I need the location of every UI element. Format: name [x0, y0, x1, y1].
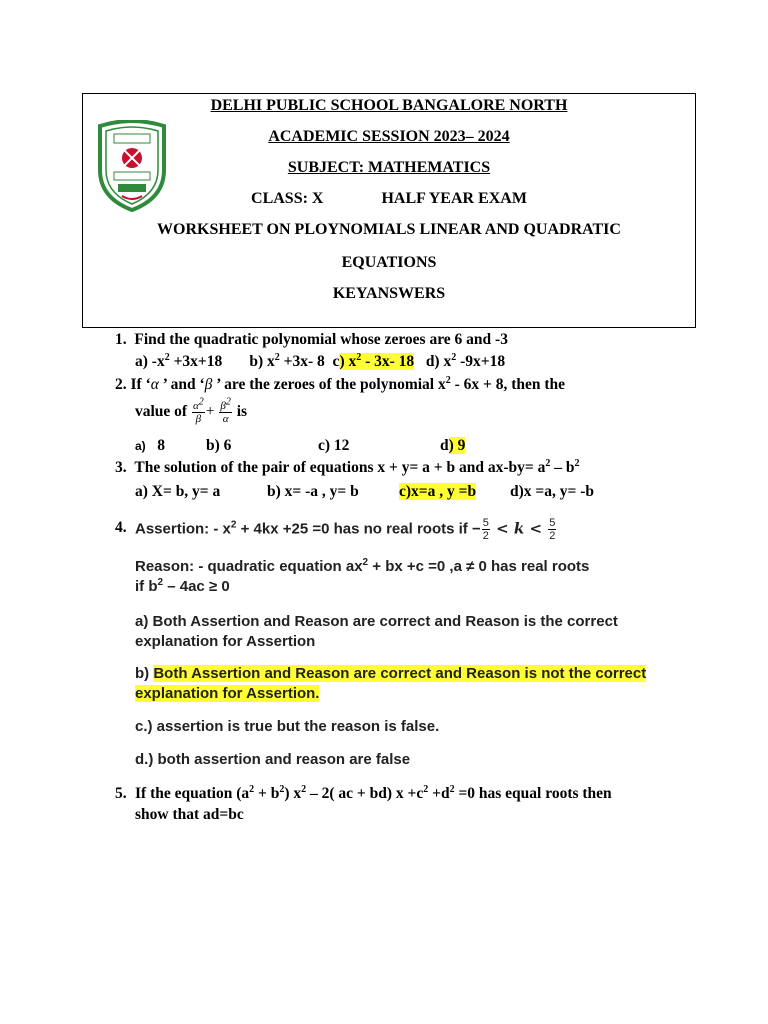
beta-sq-over-alpha: $\frac{\beta^2}{\alpha}$: [220, 396, 231, 425]
q4-option-c: c.) assertion is true but the reason is false.: [135, 718, 440, 735]
academic-session: ACADEMIC SESSION 2023– 2024: [268, 128, 510, 145]
q4-option-a: a) Both Assertion and Reason are correct and Reason is the correct explanation for Assertion: [135, 613, 618, 650]
worksheet-title-line2: EQUATIONS: [341, 254, 437, 271]
q2-value-of: value of $\frac{\alpha^2}{\beta}$ + $\frac{\beta^2}{\alpha}$ is: [135, 396, 248, 425]
q1-stem: [115, 331, 508, 349]
q2-options: [135, 437, 165, 455]
q1-text: Find the quadratic polynomial whose zeroes are 6 and -3: [134, 331, 508, 348]
worksheet-title-line1: WORKSHEET ON PLOYNOMIALS LINEAR AND QUADRATIC: [157, 221, 621, 238]
class-exam-line: [82, 190, 696, 208]
q2-option-c: c) 12: [318, 437, 350, 454]
five-halves-left: $\frac{5}{2}$: [482, 517, 489, 542]
beta-symbol: β: [204, 376, 213, 393]
q2-option-d: d) 9: [440, 437, 466, 454]
class-label: CLASS: X: [251, 190, 324, 207]
q2-option-a-label: a): [135, 439, 146, 453]
q3-stem: 3. The solution of the pair of equations x + y= a + b and $ax-by= a^2 - b^2$: [115, 457, 580, 476]
q1-option-c: c) $x^2 - 3x-$ 18: [332, 351, 415, 370]
q3-option-a: a) X= b, y= a: [135, 483, 221, 500]
q1-option-b: b) $x^2 +3x-$ 8: [249, 351, 325, 370]
q1-number: 1.: [115, 331, 127, 348]
q3-option-c: c)x=a , y =b: [399, 483, 477, 500]
q4-reason: Reason: - quadratic equation $ax^2$ + bx +c =0 ,a ≠ 0 has real roots if $b^2 - 4ac \ge 0$: [135, 557, 590, 595]
alpha-symbol: α: [150, 376, 159, 393]
q4-number: 4.: [115, 519, 127, 536]
q5-line1: If the equation $(a^2 + b^2)$ $x^2 - 2$( ac + bd) $x +c^2 +d^2 =0$ has equal roots then: [135, 783, 612, 802]
q2-option-b: b) 6: [206, 437, 232, 454]
q5-line2: show that ad=bc: [135, 806, 244, 823]
q5-number: 5.: [115, 785, 127, 802]
q1-option-a: a) $-x^2 +3x+18$: [135, 351, 223, 370]
q2-stem: 2. If ‘α ’ and ‘β ’ are the zeroes of the polynomial $x^2 - 6x + 8$, then the: [115, 374, 566, 393]
five-halves-right: $\frac{5}{2}$: [549, 517, 556, 542]
keyanswers-title: KEYANSWERS: [332, 285, 446, 302]
subject-line: SUBJECT: MATHEMATICS: [287, 159, 491, 176]
q3-option-d: d)x =a, y= -b: [510, 483, 594, 500]
q2-option-a: 8: [157, 437, 166, 454]
exam-label: HALF YEAR EXAM: [381, 190, 527, 207]
q1-option-d: d) $x^2$ -9x+18: [425, 351, 506, 370]
q1-options: [135, 353, 505, 371]
alpha-sq-over-beta: $\frac{\alpha^2}{\beta}$: [192, 396, 204, 425]
school-name: DELHI PUBLIC SCHOOL BANGALORE NORTH: [210, 97, 568, 114]
q4-option-d: d.) both assertion and reason are false: [135, 751, 411, 768]
q4-assertion: Assertion: - $x^2 + 4kx +25 =0$ has no real roots if − $\frac{5}{2}$ < k < $\frac{5}{2}$: [135, 517, 556, 542]
q4-option-b: b) Both Assertion and Reason are correct and Reason is not the correct explanation for Assertion.: [135, 665, 647, 702]
q3-option-b: b) x= -a , y= b: [267, 483, 359, 500]
